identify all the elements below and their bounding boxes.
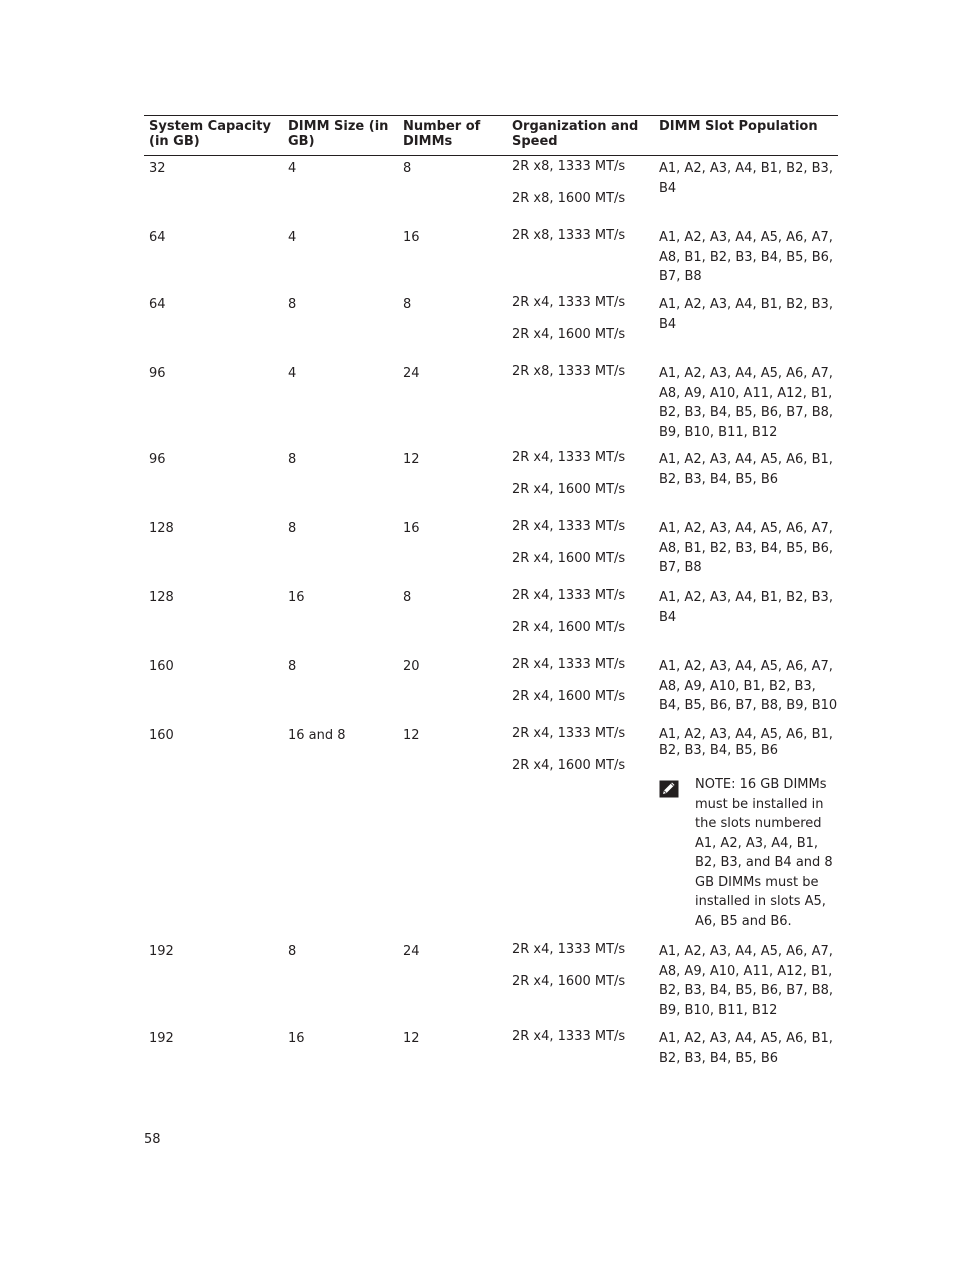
cell-dimm-count: 8 [403,590,412,605]
cell-capacity: 64 [149,230,166,245]
org-speed-line: 2R x4, 1333 MT/s [512,1029,626,1044]
cell-dimm-count: 16 [403,521,420,536]
cell-dimm-count: 24 [403,944,420,959]
cell-slot-population: A1, A2, A3, A4, B1, B2, B3, B4 [659,161,833,196]
cell-dimm-size: 16 and 8 [288,728,346,743]
cell-slot-population: A1, A2, A3, A4, B1, B2, B3, B4 [659,590,833,625]
org-speed-line: 2R x4, 1600 MT/s [512,551,626,566]
header-rule-bottom [144,155,838,156]
cell-dimm-size: 16 [288,1031,305,1046]
cell-dimm-size: 8 [288,297,297,312]
org-speed-line: 2R x8, 1600 MT/s [512,191,626,206]
header-system-capacity: System Capacity (in GB) [149,119,271,149]
cell-dimm-count: 16 [403,230,420,245]
cell-organization [512,364,625,396]
cell-capacity: 64 [149,297,166,312]
org-speed-line: 2R x4, 1600 MT/s [512,974,626,989]
header-organization-speed: Organization and Speed [512,119,639,149]
cell-dimm-count: 20 [403,659,420,674]
cell-organization [512,1029,625,1061]
cell-organization [512,228,625,260]
note-pencil-icon [659,780,679,798]
cell-dimm-count: 12 [403,452,420,467]
cell-slot-population: A1, A2, A3, A4, A5, A6, A7, A8, A9, A10, A11, A12, B1, B2, B3, B4, B5, B6, B7, B8, B9, B10, B11, B12 [659,366,834,440]
cell-slot-population: A1, A2, A3, A4, A5, A6, A7, A8, A9, A10, A11, A12, B1, B2, B3, B4, B5, B6, B7, B8, B9, B10, B11, B12 [659,944,834,1018]
org-speed-line: 2R x4, 1333 MT/s [512,450,626,465]
org-speed-line: 2R x8, 1333 MT/s [512,364,626,379]
cell-slot-population: A1, A2, A3, A4, A5, A6, A7, A8, A9, A10, B1, B2, B3, B4, B5, B6, B7, B8, B9, B10 [659,659,838,713]
cell-dimm-count: 12 [403,728,420,743]
cell-organization [512,726,625,790]
cell-dimm-count: 8 [403,297,412,312]
header-dimm-size: DIMM Size (in GB) [288,119,389,149]
org-speed-line: 2R x4, 1600 MT/s [512,482,626,497]
cell-organization [512,450,625,514]
header-rule-top [144,115,838,116]
org-speed-line: 2R x4, 1333 MT/s [512,519,626,534]
org-speed-line: 2R x8, 1333 MT/s [512,159,626,174]
note-body: 16 GB DIMMs must be installed in the slots numbered A1, A2, A3, A4, B1, B2, B3, and B4 and 8 GB DIMMs must be installed in slots A5, A6, B5 and B6. [695,777,833,929]
header-number-of-dimms: Number of DIMMs [403,119,481,149]
page-number: 58 [144,1132,161,1147]
org-speed-line: 2R x4, 1600 MT/s [512,758,626,773]
org-speed-line: 2R x4, 1333 MT/s [512,295,626,310]
cell-dimm-size: 4 [288,366,297,381]
cell-capacity: 192 [149,1031,174,1046]
org-speed-line: 2R x4, 1600 MT/s [512,327,626,342]
cell-slot-population: A1, A2, A3, A4, A5, A6, B1, B2, B3, B4, B5, B6 [659,452,833,487]
cell-slot-population: A1, A2, A3, A4, B1, B2, B3, B4 [659,297,833,332]
cell-dimm-count: 12 [403,1031,420,1046]
org-speed-line: 2R x4, 1600 MT/s [512,620,626,635]
cell-organization [512,295,625,359]
cell-capacity: 128 [149,521,174,536]
cell-dimm-size: 8 [288,452,297,467]
cell-dimm-size: 4 [288,230,297,245]
cell-organization [512,657,625,721]
org-speed-line: 2R x8, 1333 MT/s [512,228,626,243]
cell-organization [512,519,625,583]
cell-dimm-size: 16 [288,590,305,605]
cell-slot-population: A1, A2, A3, A4, A5, A6, A7, A8, B1, B2, B3, B4, B5, B6, B7, B8 [659,521,834,575]
org-speed-line: 2R x4, 1333 MT/s [512,657,626,672]
cell-slot-population: A1, A2, A3, A4, A5, A6, A7, A8, B1, B2, B3, B4, B5, B6, B7, B8 [659,230,834,284]
header-slot-population: DIMM Slot Population [659,119,818,134]
org-speed-line: 2R x4, 1333 MT/s [512,588,626,603]
cell-capacity: 160 [149,728,174,743]
cell-capacity: 128 [149,590,174,605]
org-speed-line: 2R x4, 1600 MT/s [512,689,626,704]
org-speed-line: 2R x4, 1333 MT/s [512,726,626,741]
cell-organization [512,942,625,1006]
cell-dimm-size: 4 [288,161,297,176]
org-speed-line: 2R x4, 1333 MT/s [512,942,626,957]
cell-organization [512,159,625,223]
cell-dimm-size: 8 [288,659,297,674]
cell-slot-population: A1, A2, A3, A4, A5, A6, B1, B2, B3, B4, B5, B6 [659,727,833,758]
note-label: NOTE: [695,777,736,792]
cell-dimm-size: 8 [288,944,297,959]
cell-dimm-count: 24 [403,366,420,381]
cell-capacity: 96 [149,452,166,467]
cell-capacity: 192 [149,944,174,959]
cell-capacity: 96 [149,366,166,381]
note-text [695,775,843,931]
cell-slot-population: A1, A2, A3, A4, A5, A6, B1, B2, B3, B4, B5, B6 [659,1031,833,1066]
cell-dimm-count: 8 [403,161,412,176]
cell-organization [512,588,625,652]
cell-capacity: 160 [149,659,174,674]
cell-dimm-size: 8 [288,521,297,536]
cell-capacity: 32 [149,161,166,176]
